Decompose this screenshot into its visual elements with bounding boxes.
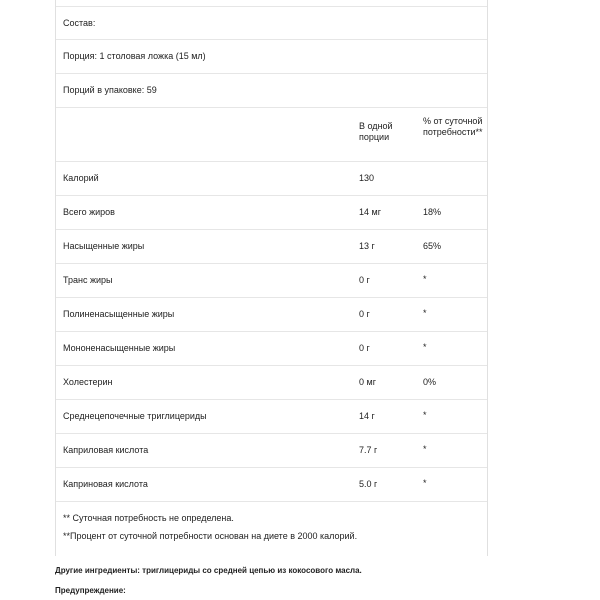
- composition-row: [56, 7, 487, 40]
- nutrient-name: Транс жиры: [63, 275, 113, 285]
- table-row: [56, 162, 487, 196]
- footnote-not-established: ** Суточная потребность не определена.: [63, 513, 234, 523]
- nutrient-name: Каприновая кислота: [63, 479, 148, 489]
- nutrient-name: Холестерин: [63, 377, 113, 387]
- nutrient-amount: 0 г: [359, 343, 370, 353]
- servings-per-container-row: [56, 74, 487, 108]
- nutrient-amount: 5.0 г: [359, 479, 378, 489]
- composition-label: Состав:: [63, 18, 96, 28]
- nutrient-amount: 14 мг: [359, 207, 381, 217]
- warning-heading: Предупреждение:: [55, 586, 126, 595]
- nutrient-daily-value: 65%: [423, 241, 442, 251]
- servings-per-container: Порций в упаковке: 59: [63, 85, 157, 95]
- table-row: [56, 434, 487, 468]
- nutrient-name: Среднецепочечные триглицериды: [63, 411, 207, 421]
- nutrient-amount: 0 мг: [359, 377, 376, 387]
- supplement-facts-panel: [55, 0, 488, 556]
- table-row: [56, 366, 487, 400]
- nutrient-name: Мононенасыщенные жиры: [63, 343, 176, 353]
- other-ingredients: Другие ингредиенты: триглицериды со средней цепью из кокосового масла.: [55, 566, 362, 575]
- nutrient-amount: 7.7 г: [359, 445, 378, 455]
- table-row: [56, 332, 487, 366]
- nutrient-name: Каприловая кислота: [63, 445, 149, 455]
- table-row: [56, 400, 487, 434]
- table-row: [56, 230, 487, 264]
- nutrient-amount: 0 г: [359, 275, 370, 285]
- table-header-row: [56, 108, 487, 162]
- nutrient-name: Всего жиров: [63, 207, 115, 217]
- serving-size-row: [56, 40, 487, 74]
- nutrient-amount: 130: [359, 173, 375, 183]
- nutrient-daily-value: *: [423, 308, 427, 318]
- nutrient-daily-value: *: [423, 444, 427, 454]
- table-row: [56, 196, 487, 230]
- nutrient-daily-value: 0%: [423, 377, 437, 387]
- nutrient-name: Полиненасыщенные жиры: [63, 309, 175, 319]
- nutrient-daily-value: 18%: [423, 207, 442, 217]
- nutrient-daily-value: *: [423, 342, 427, 352]
- table-row: [56, 468, 487, 502]
- serving-size: Порция: 1 столовая ложка (15 мл): [63, 51, 206, 61]
- per-serving-header: В одной порции: [359, 121, 393, 142]
- panel-top-rule: [56, 0, 487, 7]
- nutrient-amount: 0 г: [359, 309, 370, 319]
- nutrient-name: Калорий: [63, 173, 99, 183]
- footnote-daily-value-basis: **Процент от суточной потребности основан на диете в 2000 калорий.: [63, 531, 358, 541]
- daily-value-header: % от суточной потребности**: [423, 116, 483, 137]
- nutrient-daily-value: *: [423, 274, 427, 284]
- nutrient-daily-value: *: [423, 410, 427, 420]
- table-row: [56, 298, 487, 332]
- nutrient-amount: 14 г: [359, 411, 375, 421]
- nutrient-name: Насыщенные жиры: [63, 241, 145, 251]
- nutrient-amount: 13 г: [359, 241, 375, 251]
- nutrient-daily-value: *: [423, 478, 427, 488]
- table-row: [56, 264, 487, 298]
